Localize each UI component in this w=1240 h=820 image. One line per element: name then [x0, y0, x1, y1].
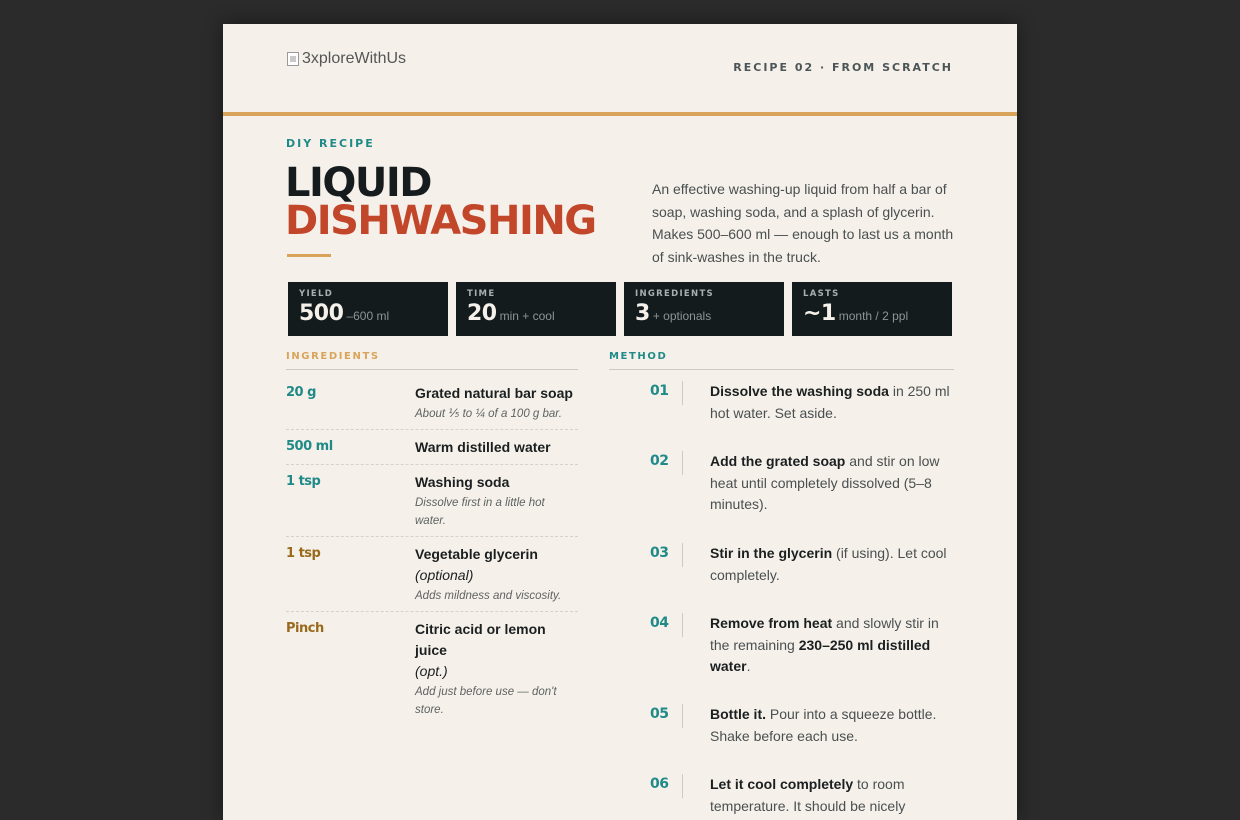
stat-label: LASTS: [803, 289, 840, 299]
step-divider: [682, 451, 683, 475]
step-number: 05: [650, 706, 669, 722]
step-text: Add the grated soap and stir on low heat until completely dissolved (5–8 minutes).: [710, 453, 940, 512]
header-divider: [223, 112, 1017, 116]
step-text: Remove from heat and slowly stir in the remaining 230–250 ml distilled water.: [710, 615, 939, 674]
ingredient-optional: (opt.): [415, 663, 448, 679]
ingredients-rule: [286, 369, 578, 370]
stat-value: 3: [635, 301, 650, 326]
recipe-title: [285, 160, 596, 244]
step-divider: [682, 543, 683, 567]
recipe-tag: RECIPE 02 · FROM SCRATCH: [733, 61, 953, 74]
ingredient-row: [286, 465, 578, 537]
stat-value: 500: [299, 301, 344, 326]
ingredients-heading: INGREDIENTS: [286, 351, 380, 362]
ingredient-note: Dissolve first in a little hot water.: [415, 497, 545, 527]
method-heading: METHOD: [609, 351, 668, 362]
step-text: Stir in the glycerin (if using). Let cool completely.: [710, 545, 947, 583]
step-number: 01: [650, 383, 669, 399]
ingredients-list: [286, 376, 578, 725]
stat-label: TIME: [467, 289, 496, 299]
stat-time: [456, 282, 616, 336]
brand-logo[interactable]: [287, 50, 406, 68]
step-divider: [682, 774, 683, 798]
ingredient-name: Grated natural bar soap: [415, 385, 573, 401]
ingredient-qty: 1 tsp: [286, 546, 321, 561]
ingredient-row: [286, 376, 578, 430]
logo-alt-text: 3xploreWithUs: [302, 50, 407, 67]
stat-unit: month / 2 ppl: [838, 309, 909, 323]
recipe-intro: An effective washing-up liquid from half a bar of soap, washing soda, and a splash of glycerin. Makes 500–600 ml — enough to last us a month of sink-washes in the truck.: [652, 181, 954, 265]
stat-value: 20: [467, 301, 497, 326]
broken-image-icon: [287, 52, 299, 66]
title-line-2: DISHWASHING: [285, 198, 596, 244]
ingredient-name: Vegetable glycerin (optional): [415, 546, 538, 583]
ingredient-row: [286, 537, 578, 612]
stat-unit: + optionals: [652, 309, 712, 323]
recipe-kicker: DIY RECIPE: [286, 137, 375, 150]
ingredient-qty: 500 ml: [286, 439, 333, 454]
ingredient-qty: 1 tsp: [286, 474, 321, 489]
step-number: 04: [650, 615, 669, 631]
ingredient-name: Warm distilled water: [415, 439, 551, 455]
stat-value: ~1: [803, 301, 836, 326]
ingredient-name: Washing soda: [415, 474, 510, 490]
method-rule: [609, 369, 954, 370]
stat-lasts: [792, 282, 952, 336]
ingredient-name: Citric acid or lemon juice (opt.): [415, 621, 546, 679]
step-number: 06: [650, 776, 669, 792]
ingredient-optional: (optional): [415, 567, 474, 583]
ingredient-qty: Pinch: [286, 621, 324, 636]
title-line-1: LIQUID: [285, 160, 431, 206]
step-text: Dissolve the washing soda in 250 ml hot water. Set aside.: [710, 383, 950, 421]
stat-yield: [288, 282, 448, 336]
stat-unit: min + cool: [499, 309, 555, 323]
step-number: 03: [650, 545, 669, 561]
ingredient-note: About ⅕ to ¼ of a 100 g bar.: [415, 408, 562, 420]
step-divider: [682, 381, 683, 405]
page-header: [223, 24, 1017, 112]
ingredient-row: [286, 612, 578, 725]
stat-label: YIELD: [299, 289, 334, 299]
ingredient-note: Add just before use — don't store.: [415, 686, 557, 716]
stat-label: INGREDIENTS: [635, 289, 714, 299]
stat-ingredients: [624, 282, 784, 336]
ingredient-qty: 20 g: [286, 385, 316, 400]
step-divider: [682, 613, 683, 637]
step-text: Bottle it. Pour into a squeeze bottle. Shake before each use.: [710, 706, 937, 744]
ingredient-note: Adds mildness and viscosity.: [415, 590, 562, 602]
recipe-page: [223, 24, 1017, 820]
step-text: Let it cool completely to room temperature. It should be nicely: [710, 776, 906, 814]
stat-unit: –600 ml: [346, 309, 390, 323]
step-number: 02: [650, 453, 669, 469]
step-divider: [682, 704, 683, 728]
title-underline: [287, 254, 331, 257]
ingredient-row: [286, 430, 578, 465]
